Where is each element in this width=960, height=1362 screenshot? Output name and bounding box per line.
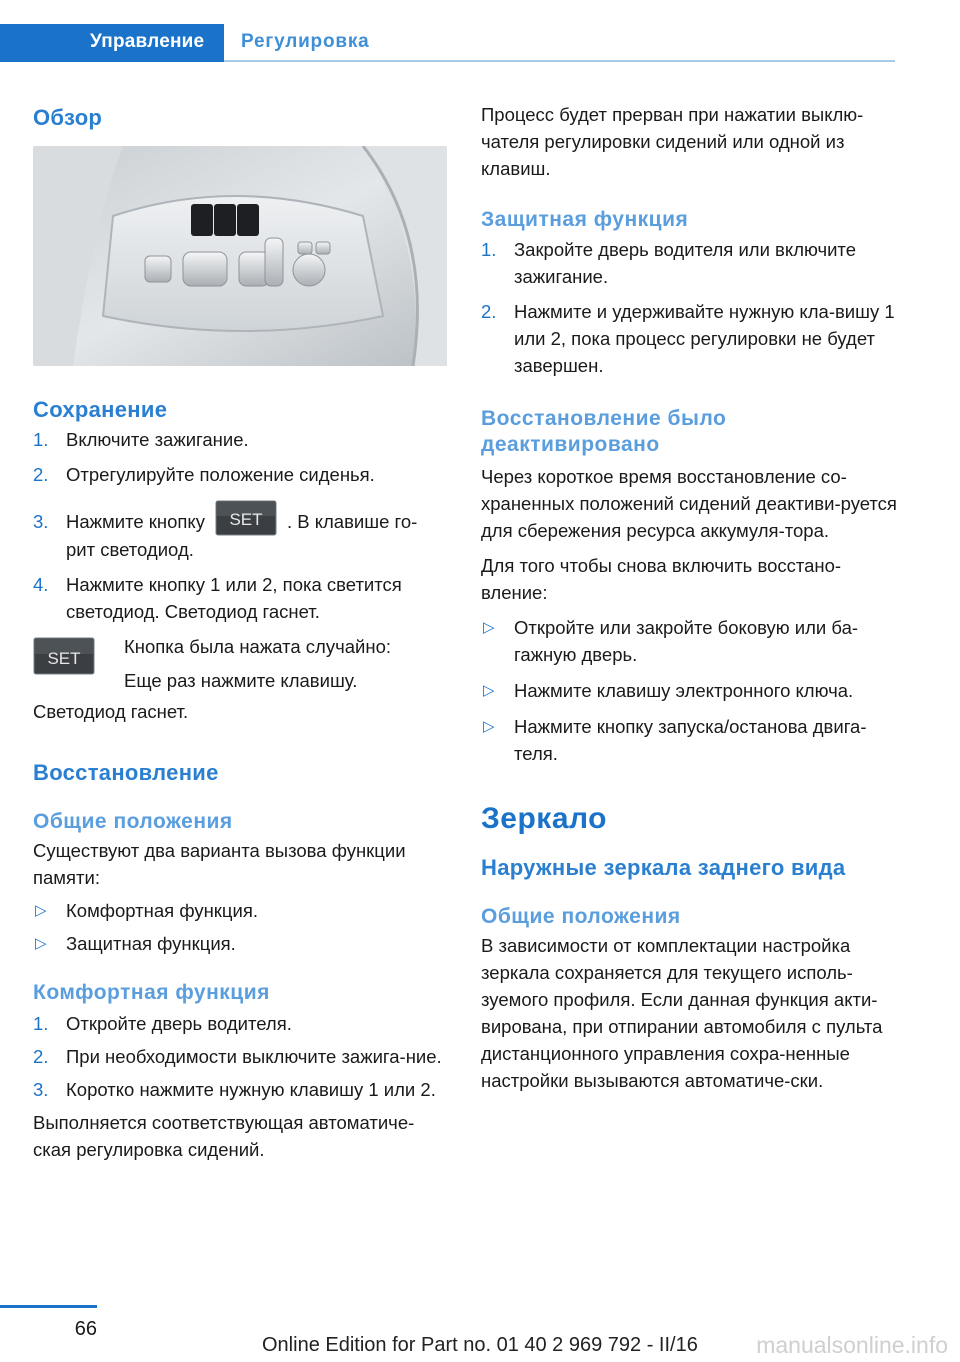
comfort-heading: Комфортная функция bbox=[33, 981, 270, 1005]
deactivated-text: Через короткое время восстановление со-храненных положений сидений деактиви-руется для сбережения ресурса аккумуля-тора. bbox=[481, 466, 897, 541]
list-item: 4. Нажмите кнопку 1 или 2, пока светится светодиод. Светодиод гаснет. bbox=[33, 574, 402, 623]
list-item: 2. Нажмите и удерживайте нужную кла-вишу 1 или 2, пока процесс регулировки не будет завершен. bbox=[481, 301, 895, 376]
list-item: 1. Откройте дверь водителя. bbox=[33, 1013, 292, 1035]
save-heading: Сохранение bbox=[33, 397, 168, 422]
set-button-icon bbox=[33, 637, 95, 675]
header-tabs bbox=[0, 24, 895, 62]
right-column bbox=[481, 96, 899, 1094]
page-number-rule bbox=[0, 1305, 97, 1308]
set-button-icon bbox=[215, 500, 277, 536]
general-heading: Общие положения bbox=[481, 905, 681, 928]
seat-memory-buttons-image bbox=[33, 146, 447, 366]
mirror-text: В зависимости от комплектации настройка зеркала сохраняется для текущего исполь-зуемого профиля. Если данная функция акти-вирована, при отпирании автомобиля с пульта дистанционного управления сохра-ненные настройки вызываются автоматиче-ски. bbox=[481, 935, 883, 1091]
watermark: manualsonline.info bbox=[756, 1332, 948, 1358]
list-item: 3. Нажмите кнопку SET . В клавише го- рит светодиод. bbox=[33, 508, 451, 563]
list-item: ▷ Откройте или закройте боковую или ба-гажную дверь. bbox=[483, 617, 859, 665]
left-column bbox=[33, 96, 451, 1163]
list-item: ▷ Нажмите клавишу электронного ключа. bbox=[483, 680, 854, 701]
tab-adjustment[interactable]: Регулировка bbox=[241, 31, 370, 52]
general-heading: Общие положения bbox=[33, 810, 233, 834]
header-rule bbox=[224, 60, 895, 62]
interrupt-text: Процесс будет прерван при нажатии выклю-чателя регулировки сидений или одной из клавиш. bbox=[481, 104, 864, 179]
protect-heading: Защитная функция bbox=[481, 208, 689, 231]
accidental-press-note bbox=[33, 633, 451, 694]
overview-heading: Обзор bbox=[33, 105, 103, 130]
reactivate-text: Для того чтобы снова включить восстано-вление: bbox=[481, 555, 842, 603]
comfort-result-text: Выполняется соответствующая автоматиче-ская регулировка сидений. bbox=[33, 1112, 415, 1161]
list-item: ▷ Нажмите кнопку запуска/останова двига-теля. bbox=[483, 716, 867, 764]
list-item: ▷ Защитная функция. bbox=[35, 933, 236, 955]
memory-variants-list bbox=[33, 897, 451, 957]
list-item: 2. Отрегулируйте положение сиденья. bbox=[33, 464, 375, 485]
reactivate-list bbox=[481, 614, 899, 767]
svg-text:SET: SET bbox=[229, 510, 263, 530]
note-text: Кнопка была нажата случайно: bbox=[124, 636, 392, 658]
list-item: 1. Включите зажигание. bbox=[33, 429, 249, 450]
edition-footer: Online Edition for Part no. 01 40 2 969 792 - II/16 bbox=[262, 1334, 698, 1356]
list-item: ▷ Комфортная функция. bbox=[35, 900, 258, 922]
general-text: Существуют два варианта вызова функции памяти: bbox=[33, 840, 406, 889]
deactivated-heading: Восстановление было деактивировано bbox=[481, 407, 727, 456]
tab-control[interactable]: Управление bbox=[0, 24, 224, 62]
page-number: 66 bbox=[74, 1318, 97, 1340]
mirror-heading: Зеркало bbox=[481, 802, 607, 835]
led-off-text: Светодиод гаснет. bbox=[33, 701, 189, 723]
list-item: 1. Закройте дверь водителя или включите зажигание. bbox=[481, 239, 856, 287]
comfort-steps-list bbox=[33, 1010, 451, 1103]
list-item: 3. Коротко нажмите нужную клавишу 1 или 2. bbox=[33, 1079, 436, 1101]
outer-mirrors-heading: Наружные зеркала заднего вида bbox=[481, 855, 846, 880]
save-steps-list bbox=[33, 426, 451, 625]
svg-text:SET: SET bbox=[47, 649, 81, 669]
protect-steps-list bbox=[481, 236, 899, 379]
list-item: 2. При необходимости выключите зажига-ние. bbox=[33, 1046, 442, 1068]
restore-heading: Восстановление bbox=[33, 760, 219, 786]
note-text: Еще раз нажмите клавишу. bbox=[124, 670, 358, 692]
